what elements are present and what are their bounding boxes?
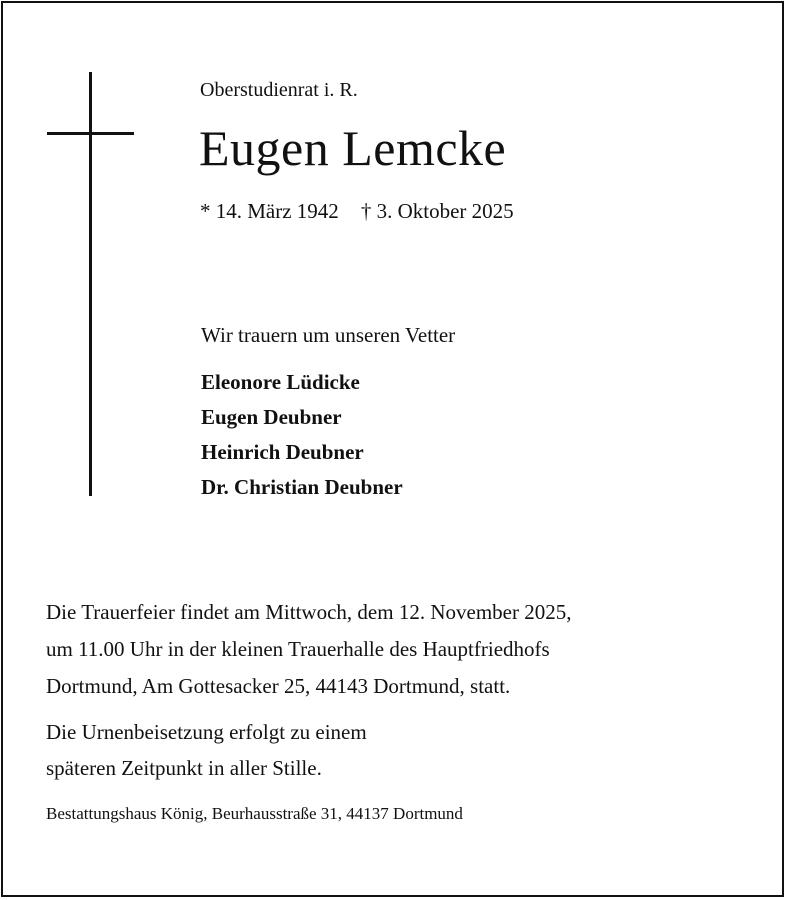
ceremony-line: um 11.00 Uhr in der kleinen Trauerhalle des Hauptfriedhofs	[46, 637, 550, 661]
birth-date: * 14. März 1942	[200, 199, 339, 223]
mourner-name: Eugen Deubner	[201, 405, 342, 429]
mourner-name: Heinrich Deubner	[201, 440, 364, 464]
ceremony-details	[46, 594, 746, 705]
urn-line: späteren Zeitpunkt in aller Stille.	[46, 756, 322, 780]
life-dates	[200, 197, 514, 225]
mourner-name: Eleonore Lüdicke	[201, 370, 360, 394]
mourner-name: Dr. Christian Deubner	[201, 475, 403, 499]
mourning-intro: Wir trauern um unseren Vetter	[201, 323, 456, 347]
cross-vertical-bar	[89, 72, 92, 496]
deceased-title: Oberstudienrat i. R.	[200, 79, 358, 101]
urn-burial-note	[46, 714, 746, 786]
urn-line: Die Urnenbeisetzung erfolgt zu einem	[46, 720, 367, 744]
ceremony-line: Die Trauerfeier findet am Mittwoch, dem 12. November 2025,	[46, 600, 572, 624]
ceremony-line: Dortmund, Am Gottesacker 25, 44143 Dortmund, statt.	[46, 674, 511, 698]
deceased-name: Eugen Lemcke	[199, 120, 507, 176]
mourner-list	[201, 365, 403, 505]
death-date: † 3. Oktober 2025	[360, 199, 514, 223]
funeral-home-address: Bestattungshaus König, Beurhausstraße 31, 44137 Dortmund	[46, 804, 463, 823]
cross-horizontal-bar	[47, 132, 134, 135]
